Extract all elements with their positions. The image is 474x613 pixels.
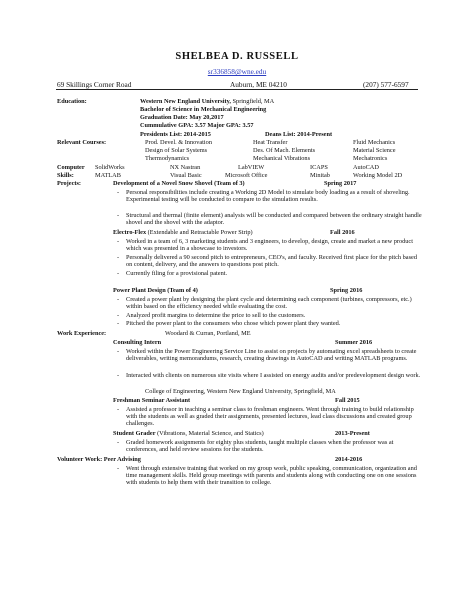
job-date: 2013-Present — [335, 430, 370, 437]
project-title: Electro-Flex — [113, 229, 147, 236]
project-title: Power Plant Design (Team of 4) — [113, 287, 198, 294]
project-subtitle: (Extendable and Retractable Power Strip) — [146, 229, 253, 236]
course-item: Mechatronics — [353, 155, 388, 162]
job-bullet: Interacted with clients on numerous site visits where I assisted on energy audits and/or predevelopment design work. — [126, 372, 421, 379]
bullet-dash: - — [117, 348, 120, 355]
volunteer-heading: Volunteer Work: Peer Advising — [57, 456, 141, 463]
job-title-line — [113, 430, 264, 437]
job-bullet: Worked within the Power Engineering Service Line to assist on projects by automating excel spreadsheets to create deliverables, writing memorandums, research, creating drawings in AutoCAD and writing MATLAB programs. — [126, 348, 417, 363]
gpa-line: Cummulative GPA: 3.57 Major GPA: 3.57 — [140, 122, 254, 129]
skill-item: Visual Basic — [170, 172, 202, 179]
degree: Bachelor of Science in Mechanical Engineering — [140, 106, 267, 113]
bullet-dash: - — [117, 372, 120, 379]
bullet-dash: - — [117, 320, 120, 327]
graduation-date: Graduation Date: May 20,2017 — [140, 114, 224, 121]
project-date: Spring 2017 — [324, 180, 357, 187]
project-bullet: Currently filing for a provisional patent. — [126, 270, 228, 277]
skill-item: Minitab — [310, 172, 330, 179]
course-item: Thermodynamics — [145, 155, 190, 162]
job-date: Summer 2016 — [335, 339, 373, 346]
header-divider — [56, 89, 418, 90]
skill-item: AutoCAD — [353, 164, 379, 171]
bullet-dash: - — [117, 254, 120, 261]
job-title: Freshman Seminar Assistant — [113, 397, 191, 404]
email-link[interactable]: sr336858@wne.edu — [207, 67, 267, 76]
bullet-dash: - — [117, 212, 120, 219]
project-title-line — [113, 229, 253, 236]
course-item: Heat Transfer — [253, 139, 288, 146]
presidents-list: Presidents List: 2014-2015 — [140, 131, 211, 138]
employer: College of Engineering, Western New England University, Springfield, MA — [145, 388, 336, 395]
skill-item: NX Nastran — [170, 164, 201, 171]
course-item: Des. Of Mach. Elements — [253, 147, 316, 154]
job-bullet: Assisted a professor in teaching a seminar class to freshman engineers. Went through training to build relationship with the students as well as graded their assignments, presented lectures, lead class discussions and created group challenges. — [126, 406, 414, 428]
job-bullet: Graded homework assignments for eighty plus students, taught multiple classes when the professor was at conferences, and held review sessions for the students. — [126, 439, 394, 454]
job-title: Student Grader — [113, 430, 156, 437]
skill-item: LabVIEW — [238, 164, 265, 171]
city-address: Auburn, ME 04210 — [230, 80, 287, 89]
employer: Woodard & Curran, Portland, ME — [165, 330, 251, 337]
bullet-dash: - — [117, 270, 120, 277]
projects-heading: Projects: — [57, 180, 82, 187]
bullet-dash: - — [117, 238, 120, 245]
project-bullet: Personal responsibilities include creating a Working 2D Model to simulate body loading as a result of shoveling. Experimental testing will be conducted to compare to the simulation results. — [126, 189, 410, 204]
course-item: Mechanical Vibrations — [253, 155, 311, 162]
deans-list: Deans List: 2014-Present — [265, 131, 333, 138]
course-item: Fluid Mechanics — [353, 139, 396, 146]
project-date: Fall 2016 — [330, 229, 355, 236]
volunteer-date: 2014-2016 — [335, 456, 363, 463]
course-item: Material Science — [353, 147, 396, 154]
street-address: 69 Skillings Corner Road — [57, 80, 132, 89]
skill-item: Microsoft Office — [225, 172, 268, 179]
project-bullet: Structural and thermal (finite element) analysis will be conducted and compared between the ordinary straight handle shovel and the shovel with the adaptor. — [126, 212, 422, 227]
education-heading: Education: — [57, 98, 87, 105]
school-location: Springfield, MA — [230, 98, 275, 105]
project-bullet: Personally delivered a 90 second pitch to entrepreneurs, CEO's, and faculty. Received first place for the pitch based on content, delivery, and the answers to questions post pitch. — [126, 254, 417, 269]
courses-heading: Relevant Courses: — [57, 139, 107, 146]
bullet-dash: - — [117, 312, 120, 319]
project-bullet: Pitched the power plant to the consumers who chose which power plant they wanted. — [126, 320, 341, 327]
skill-item: Working Model 2D — [353, 172, 403, 179]
school-name: Western New England University, — [140, 98, 231, 105]
job-date: Fall 2015 — [335, 397, 360, 404]
project-date: Spring 2016 — [330, 287, 363, 294]
phone-number: (207) 577-6597 — [363, 80, 409, 89]
skill-item: ICAPS — [310, 164, 328, 171]
bullet-dash: - — [117, 465, 120, 472]
work-heading: Work Experience: — [57, 330, 107, 337]
skill-item: MATLAB — [95, 172, 121, 179]
job-title: Consulting Intern — [113, 339, 162, 346]
job-subtitle: (Vibrations, Material Science, and Statics) — [155, 430, 264, 437]
bullet-dash: - — [117, 189, 120, 196]
bullet-dash: - — [117, 406, 120, 413]
course-item: Design of Solar Systems — [145, 147, 208, 154]
skills-label-computer: Computer — [57, 164, 85, 171]
project-title: Development of a Novel Snow Shovel (Team of 3) — [113, 180, 245, 187]
bullet-dash: - — [117, 296, 120, 303]
project-bullet: Created a power plant by designing the plant cycle and determining each component (turbines, compressors, etc.) within based on the efficiency needed while evaluating the cost. — [126, 296, 412, 311]
school-line — [140, 98, 274, 105]
candidate-name: SHELBEA D. RUSSELL — [175, 51, 299, 62]
skill-item: SolidWorks — [95, 164, 125, 171]
project-bullet: Worked in a team of 6, 3 marketing students and 3 engineers, to develop, design, create and market a new product which was presented in a showcase to investors. — [126, 238, 413, 253]
project-bullet: Analyzed profit margins to determine the price to sell to the customers. — [126, 312, 306, 319]
bullet-dash: - — [117, 439, 120, 446]
volunteer-bullet: Went through extensive training that worked on my group work, public speaking, communication, organization and time management skills. Held group meetings with parents and students along with conducting one on one sessions with students to help them with their transition to college. — [126, 465, 417, 487]
course-item: Prod. Devel. & Innovation — [145, 139, 212, 146]
skills-label: Skills: — [57, 172, 74, 179]
